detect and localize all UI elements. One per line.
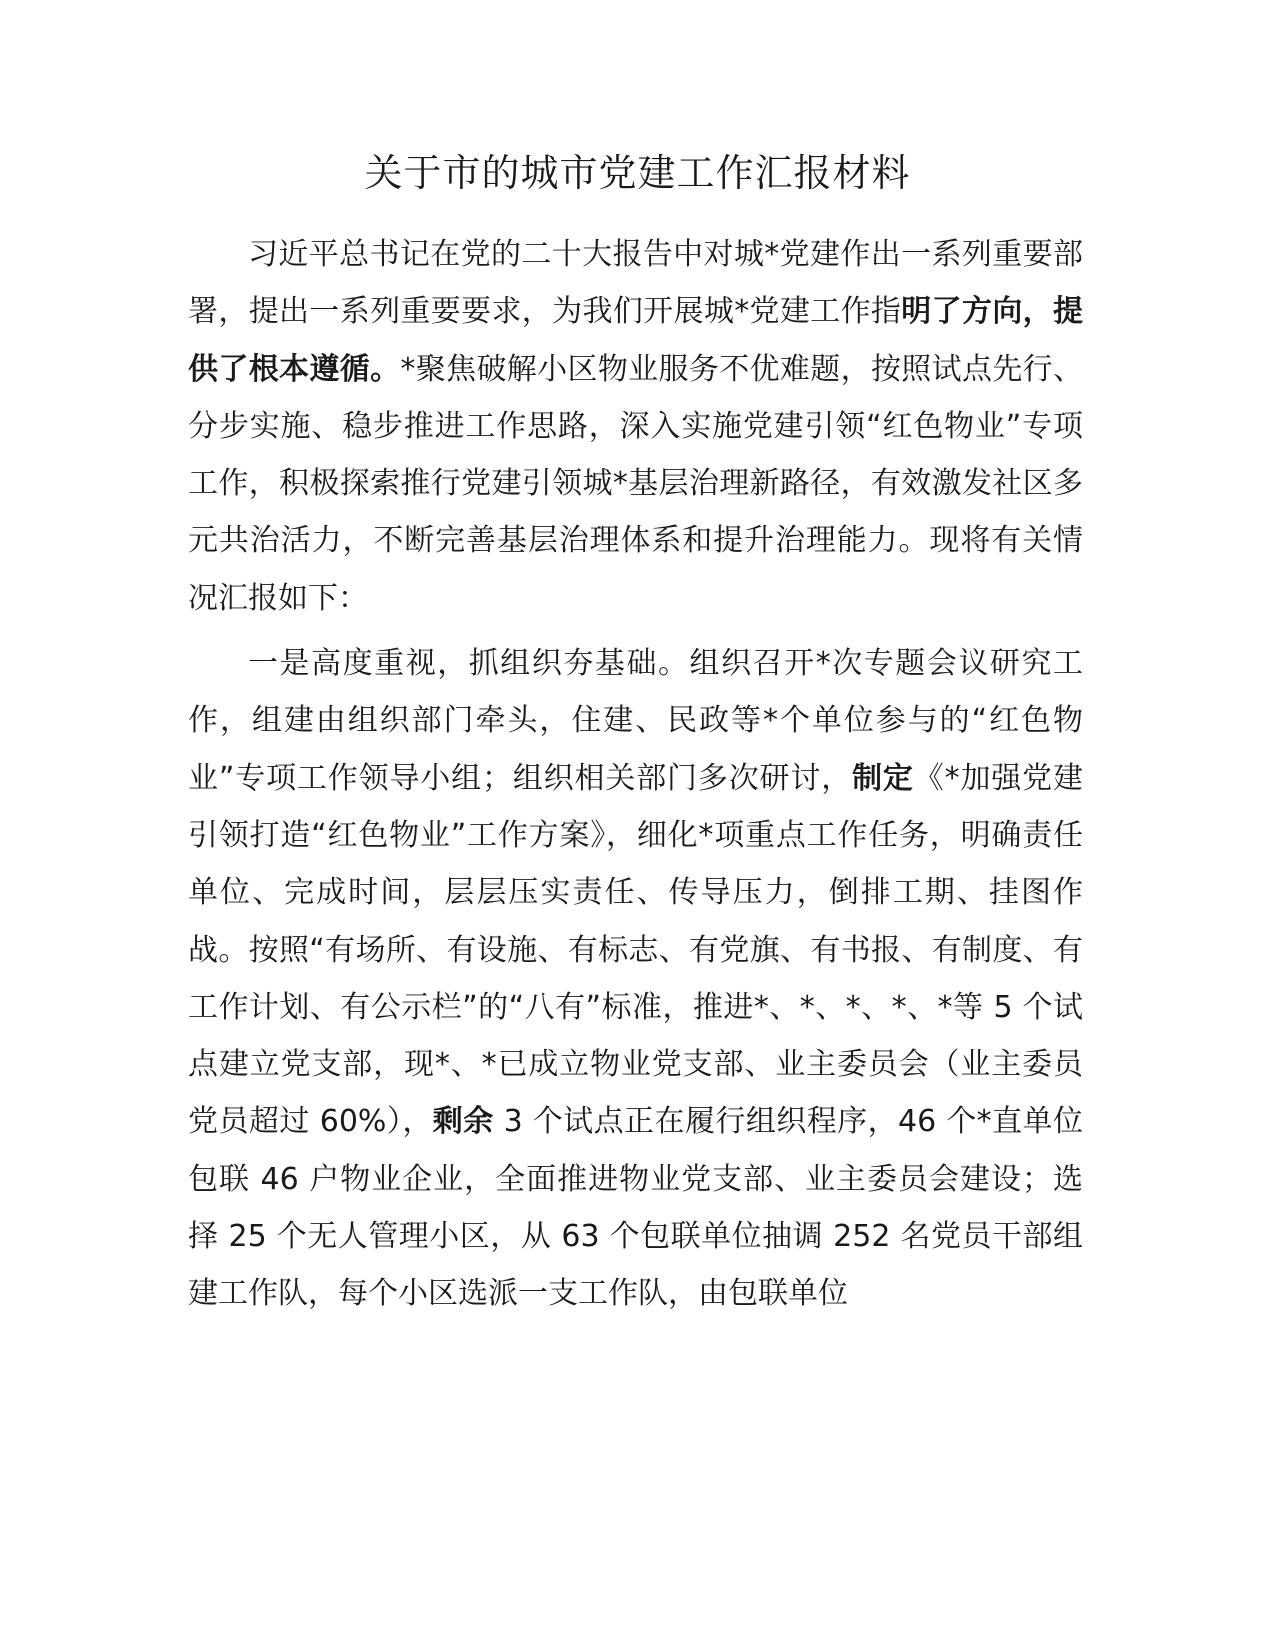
point-one-text-1: 一是高度重视，抓组织夯基础。组织召开*次专题会议研究工作，组建由组织部门牵头，住建、民政等*个单位参与的“红色物业”专项工作领导小组；组织相关部门多次研讨，: [188, 646, 1083, 796]
point-one-text-5: 3 个试点正在履行组织程序，46 个*直单位包联 46 户物业企业，全面推进物业党支部、业主委员会建设；选择 25 个无人管理小区，从 63 个包联单位抽调 252 名党员干部组建工作队，每个小区选派一支工作队，由包联单位: [188, 1104, 1083, 1312]
paragraph-point-one: [188, 635, 1083, 1323]
document-title: 关于市的城市党建工作汇报材料: [364, 151, 911, 195]
point-one-text-2-bold: 制定: [852, 760, 914, 796]
intro-text-3: *聚焦破解小区物业服务不优难题，按照试点先行、分步实施、稳步推进工作思路，深入实施党建引领“红色物业”专项工作，积极探索推行党建引领城*基层治理新路径，有效激发社区多元共治活力，不断完善基层治理体系和提升治理能力。现将有关情况汇报如下：: [188, 351, 1084, 616]
point-one-text-3: 《*加强党建引领打造“红色物业”工作方案》，细化*项重点工作任务，明确责任单位、完成时间，层层压实责任、传导压力，倒排工期、挂图作战。按照“有场所、有设施、有标志、有党旗、有书报、有制度、有工作计划、有公示栏”的“八有”标准，推进*、*、*、*、*等 5 个试点建立党支部，现*、*已成立物业党支部、业主委员会（业主委员党员超过 60%），: [188, 760, 1083, 1140]
paragraph-intro: [188, 226, 1083, 627]
intro-text-2-bold: 明了方向，提供了根本遵循。: [188, 294, 1084, 387]
point-one-text-4-bold: 剩余: [432, 1104, 494, 1140]
document-body: [188, 226, 1083, 1323]
intro-text-1: 习近平总书记在党的二十大报告中对城*党建作出一系列重要部署，提出一系列重要要求，为我们开展城*党建工作指: [188, 237, 1083, 330]
